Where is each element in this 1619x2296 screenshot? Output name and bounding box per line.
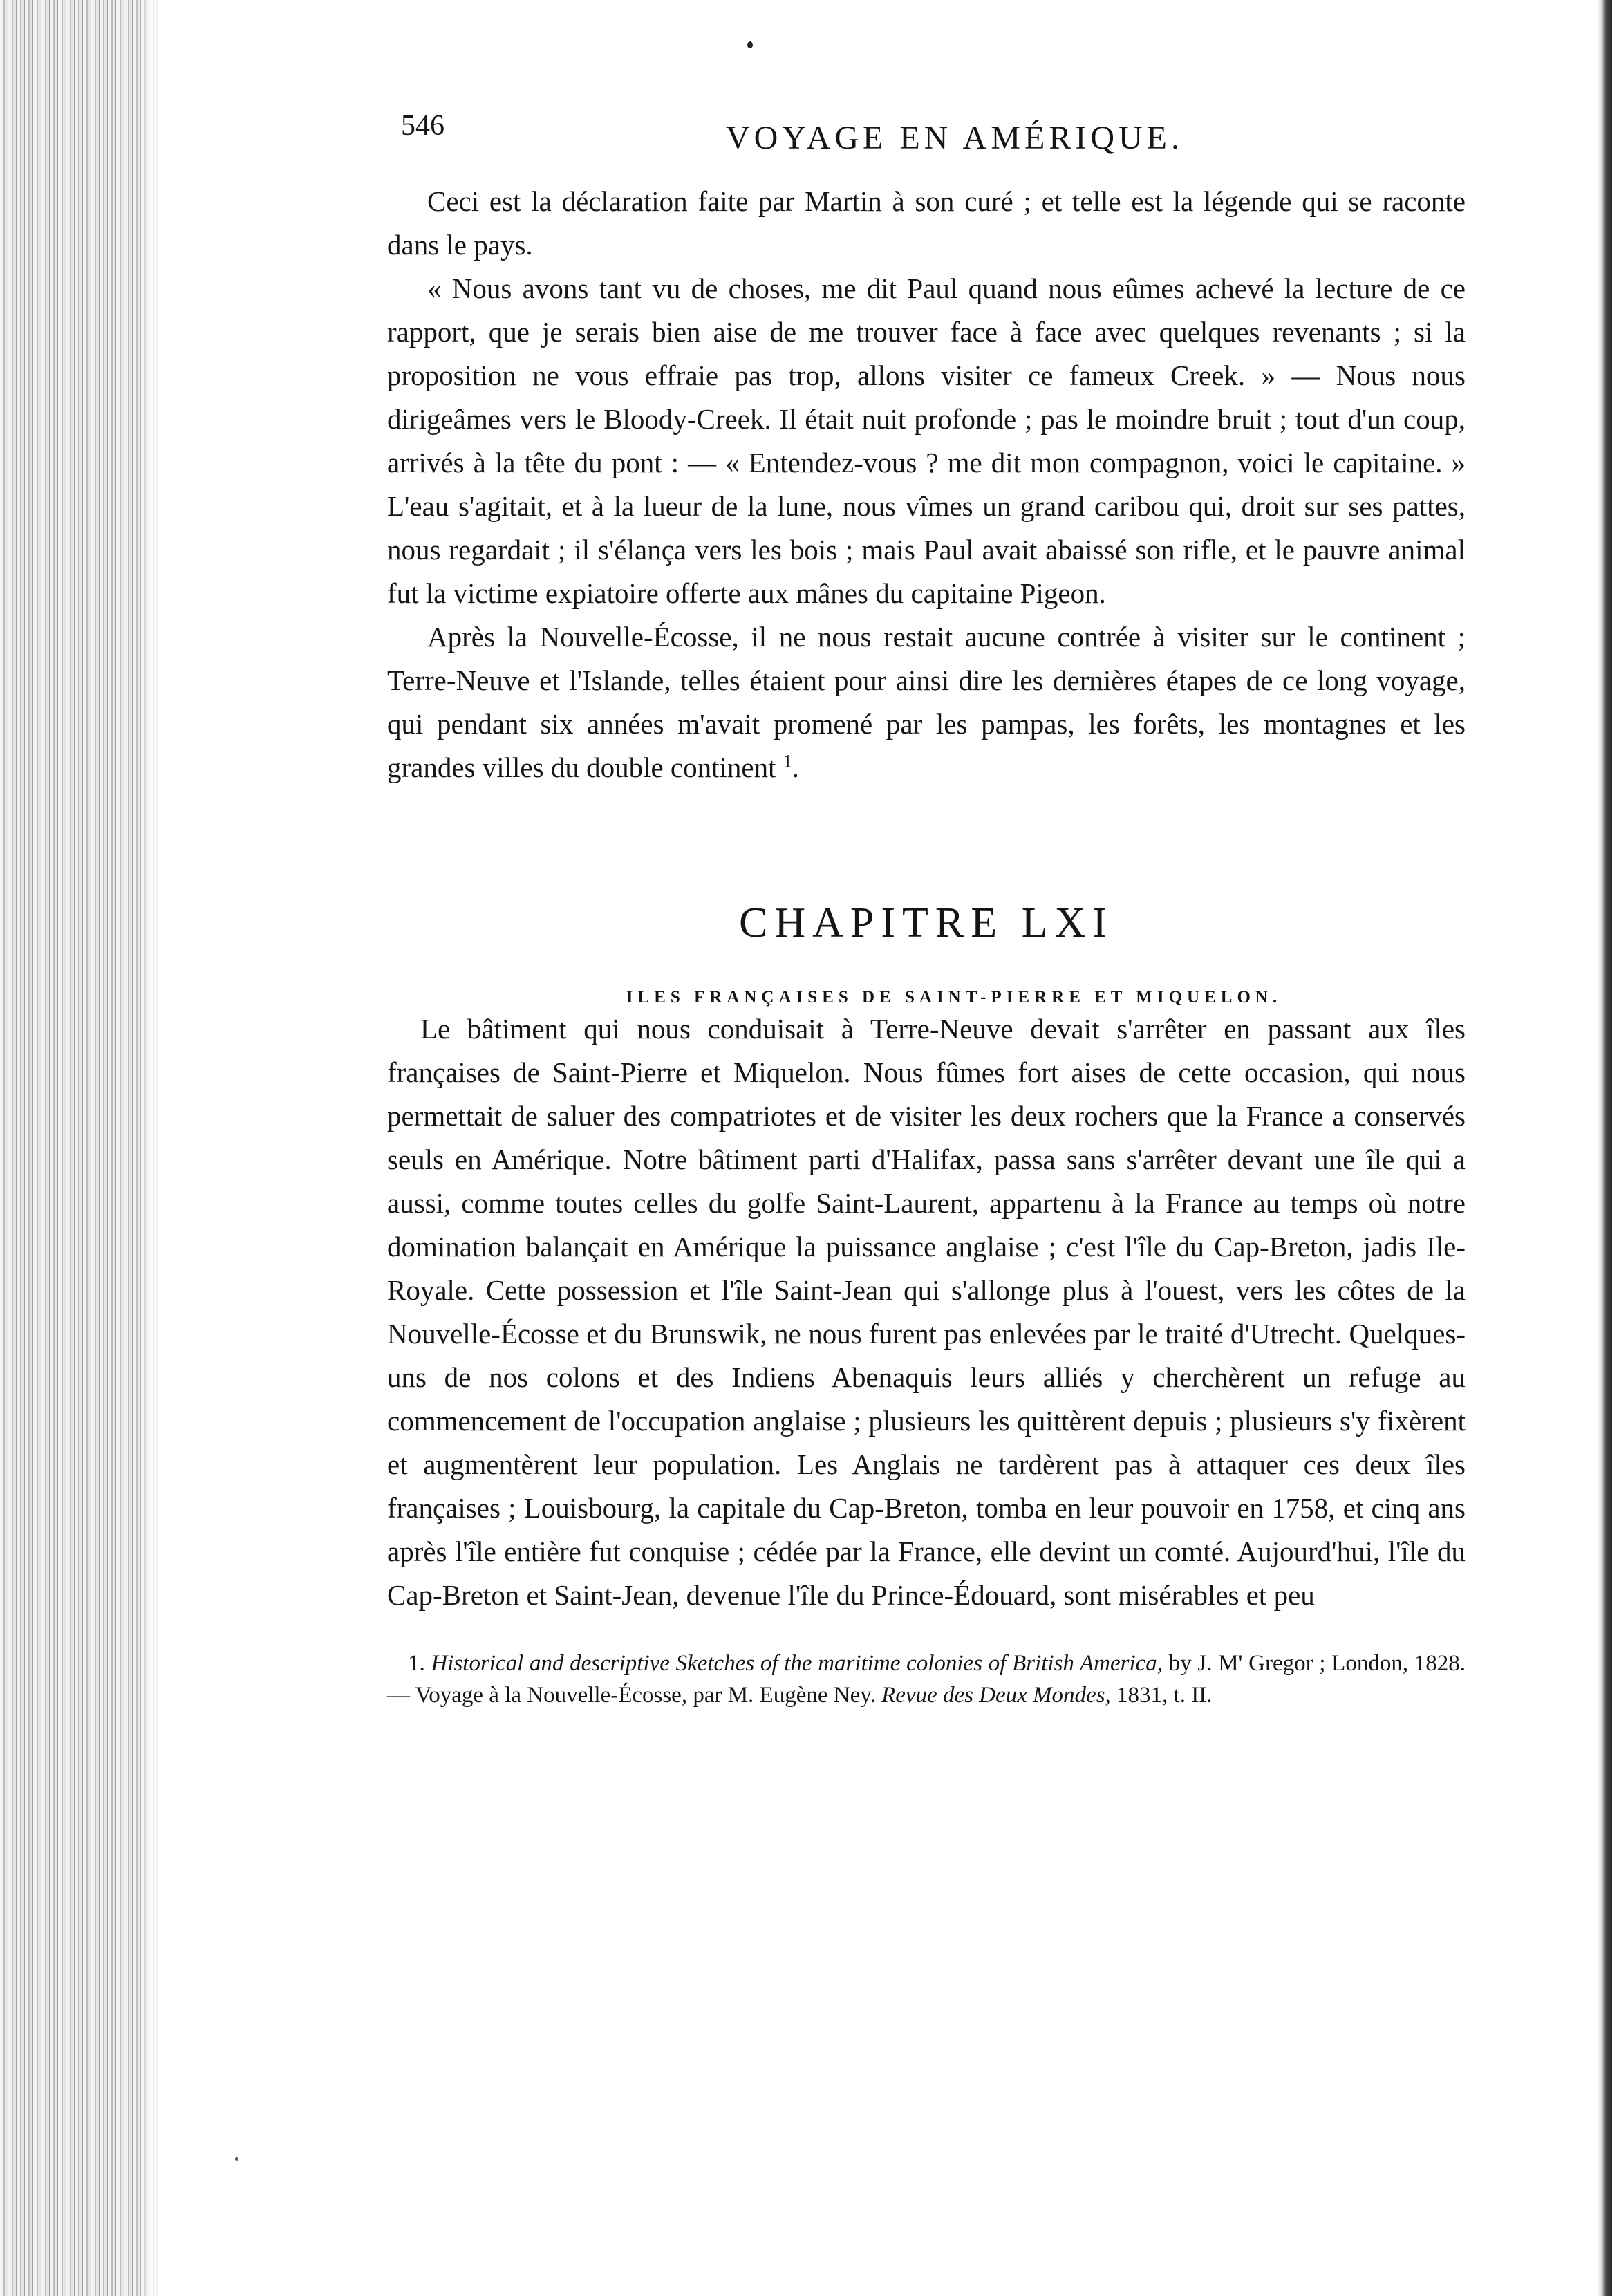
scan-speck [235,2157,238,2161]
running-head [387,104,1466,180]
scan-border [1597,0,1612,2296]
paragraph: « Nous avons tant vu de choses, me dit Paul quand nous eûmes achevé la lecture de ce rapport, que je serais bien aise de me trouver face à face avec quelques revenants ; si la proposition ne vous effraie pas trop, allons visiter ce fameux Creek. » — Nous nous dirigeâmes vers le Bloody-Creek. Il était nuit profonde ; pas le moindre bruit ; tout d'un coup, arrivés à la tête du pont : — « Entendez-vous ? me dit mon compagnon, voici le capitaine. » L'eau s'agitait, et à la lueur de la lune, nous vîmes un grand caribou qui, droit sur ses pattes, nous regardait ; il s'élança vers les bois ; mais Paul avait abaissé son rifle, et le pauvre animal fut la victime expiatoire offerte aux mânes du capitaine Pigeon. [387,272,1466,609]
page-number: 546 [401,110,444,142]
chapter-subtitle: ILES FRANÇAISES DE SAINT-PIERRE ET MIQUELON. [626,988,1282,1007]
chapter-title: CHAPITRE LXI [739,899,1114,946]
book-page-edges [0,0,162,2296]
chapter-paragraph: Le bâtiment qui nous conduisait à Terre-Neuve devait s'arrêter en passant aux îles françaises de Saint-Pierre et Miquelon. Nous fûmes fort aises de cette occasion, qui nous permettait de saluer des compatriotes et de visiter les deux rochers que la France a conservés seuls en Amérique. Notre bâtiment parti d'Halifax, passa sans s'arrêter devant une île qui a aussi, comme toutes celles du golfe Saint-Laurent, appartenu à la France au temps où notre domination balançait en Amérique la puissance anglaise ; c'est l'île du Cap-Breton, jadis Ile-Royale. Cette possession et l'île Saint-Jean qui s'allonge plus à l'ouest, vers les côtes de la Nouvelle-Écosse et du Brunswik, ne nous furent pas enlevées par le traité d'Utrecht. Quelques-uns de nos colons et des Indiens Abenaquis leurs alliés y cherchèrent un refuge au commencement de l'occupation anglaise ; plusieurs les quittèrent depuis ; plusieurs s'y fixèrent et augmentèrent leur population. Les Anglais ne tardèrent pas à attaquer ces deux îles françaises ; Louisbourg, la capitale du Cap-Breton, tomba en leur pouvoir en 1758, et cinq ans après l'île entière fut conquise ; cédée par la France, elle devint un comté. Aujourd'hui, l'île du Cap-Breton et Saint-Jean, devenue l'île du Prince-Édouard, sont misérables et peu [387,1013,1466,1611]
footnote-reference: 1 [783,751,792,772]
footnote-text: by J. M' Gregor ; London, 1828. — Voyage à la Nouvelle-Écosse, par M. Eugène Ney. [387,1651,1466,1708]
book-page [387,104,1466,1734]
paragraph: Ceci est la déclaration faite par Martin à son curé ; et telle est la légende qui se raconte dans le pays. [387,185,1466,261]
footnote-number: 1. [408,1651,425,1676]
footnote-italic-title: Historical and descriptive Sketches of the maritime colonies of British America, [431,1651,1163,1676]
paragraph: Après la Nouvelle-Écosse, il ne nous restait aucune contrée à visiter sur le continent ; Terre-Neuve et l'Islande, telles étaient pour ainsi dire les dernières étapes de ce long voyage, qui pendant six années m'avait promené par les pampas, les forêts, les montagnes et les grandes villes du double continent $^1$. [387,621,1466,783]
footnote [387,1648,1466,1711]
footnote-italic-source: Revue des Deux Mondes, [881,1683,1111,1708]
scan-speck [747,41,753,48]
footnote-text: 1831, t. II. [1116,1683,1213,1708]
running-title: VOYAGE EN AMÉRIQUE. [726,120,1183,156]
paragraph-text: Après la Nouvelle-Écosse, il ne nous restait aucune contrée à visiter sur le continent ; Terre-Neuve et l'Islande, telles étaient pour ainsi dire les dernières étapes de ce long voyage, qui pendant six années m'avait promené par les pampas, les forêts, les montagnes et les grandes villes du double continent [387,621,1466,783]
